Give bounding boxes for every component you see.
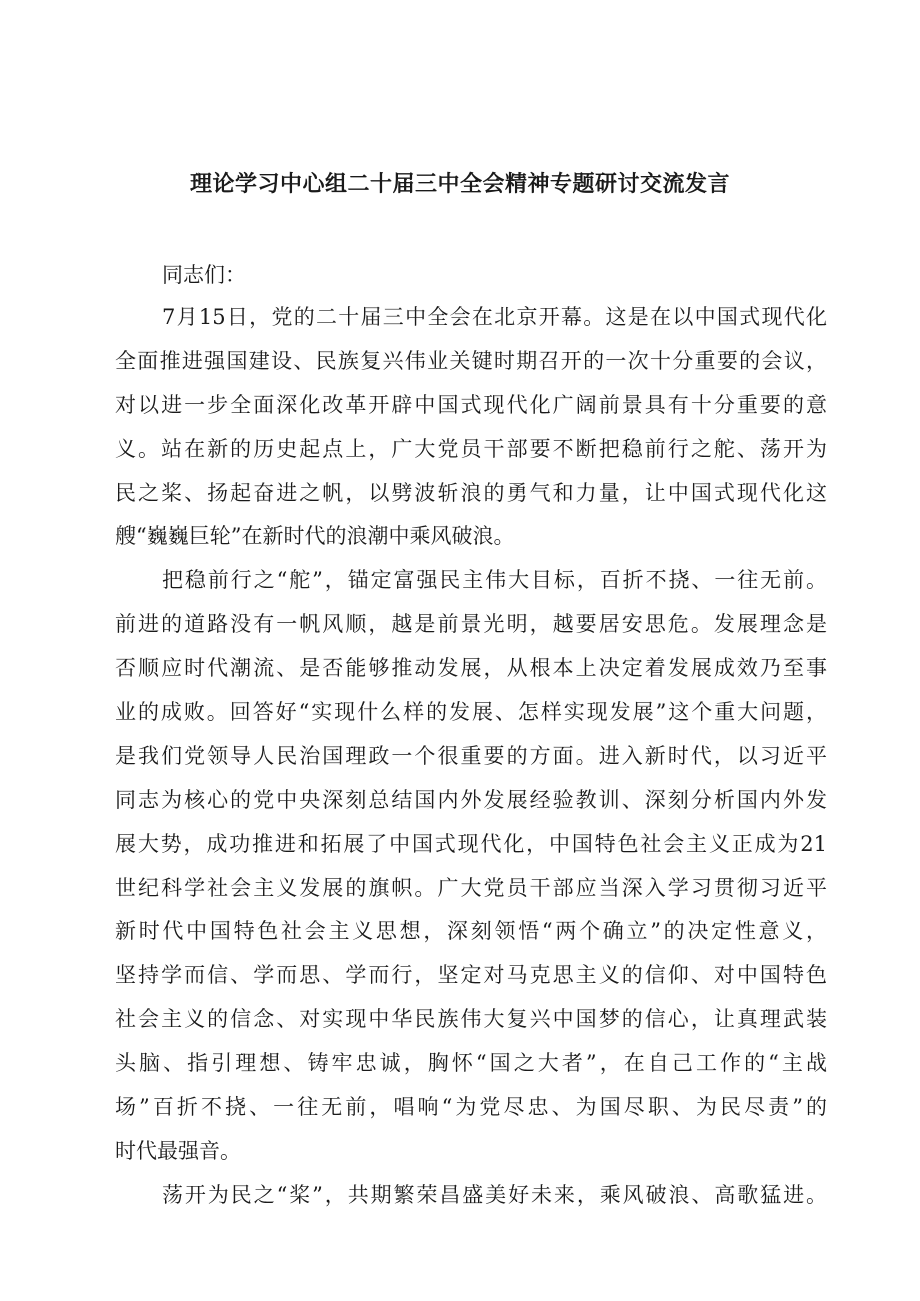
greeting: 同志们： (162, 263, 246, 287)
document-title: 理论学习中心组二十届三中全会精神专题研讨交流发言 (189, 172, 730, 197)
text-line: 义。站在新的历史起点上，广大党员干部要不断把稳前行之舵、荡开为 (115, 436, 827, 461)
text-line: 场”百折不挠、一往无前，唱响“为党尽忠、为国尽职、为民尽责”的 (115, 1095, 827, 1120)
text-line: 荡开为民之“桨”，共期繁荣昌盛美好未来，乘风破浪、高歌猛进。 (162, 1182, 827, 1207)
paragraph (115, 1174, 827, 1218)
text-line: 世纪科学社会主义发展的旗帜。广大党员干部应当深入学习贯彻习近平 (115, 875, 827, 900)
paragraph (115, 559, 827, 1173)
text-line: 是我们党领导人民治国理政一个很重要的方面。进入新时代，以习近平 (115, 743, 827, 768)
text-line: 坚持学而信、学而思、学而行，坚定对马克思主义的信仰、对中国特色 (115, 963, 827, 988)
document-body (115, 296, 827, 1218)
text-line: 时代最强音。 (115, 1138, 241, 1163)
text-line: 艘“巍巍巨轮”在新时代的浪潮中乘风破浪。 (115, 524, 515, 549)
text-line: 新时代中国特色社会主义思想，深刻领悟“两个确立”的决定性意义， (115, 919, 827, 944)
text-line: 前进的道路没有一帆风顺，越是前景光明，越要居安思危。发展理念是 (115, 612, 827, 637)
paragraph (115, 296, 827, 559)
text-line: 民之桨、扬起奋进之帆，以劈波斩浪的勇气和力量，让中国式现代化这 (115, 480, 827, 505)
text-line: 全面推进强国建设、民族复兴伟业关键时期召开的一次十分重要的会议， (115, 348, 827, 373)
text-line: 展大势，成功推进和拓展了中国式现代化，中国特色社会主义正成为21 (115, 831, 827, 856)
text-line: 社会主义的信念、对实现中华民族伟大复兴中国梦的信心，让真理武装 (115, 1007, 827, 1032)
text-line: 7月15日，党的二十届三中全会在北京开幕。这是在以中国式现代化 (162, 305, 827, 329)
text-line: 否顺应时代潮流、是否能够推动发展，从根本上决定着发展成效乃至事 (115, 656, 827, 681)
text-line: 把稳前行之“舵”，锚定富强民主伟大目标，百折不挠、一往无前。 (162, 568, 827, 593)
text-line: 同志为核心的党中央深刻总结国内外发展经验教训、深刻分析国内外发 (115, 787, 827, 812)
text-line: 业的成败。回答好“实现什么样的发展、怎样实现发展”这个重大问题， (115, 700, 827, 725)
text-line: 对以进一步全面深化改革开辟中国式现代化广阔前景具有十分重要的意 (115, 392, 827, 417)
text-line: 头脑、指引理想、铸牢忠诚，胸怀“国之大者”，在自己工作的“主战 (115, 1051, 827, 1076)
